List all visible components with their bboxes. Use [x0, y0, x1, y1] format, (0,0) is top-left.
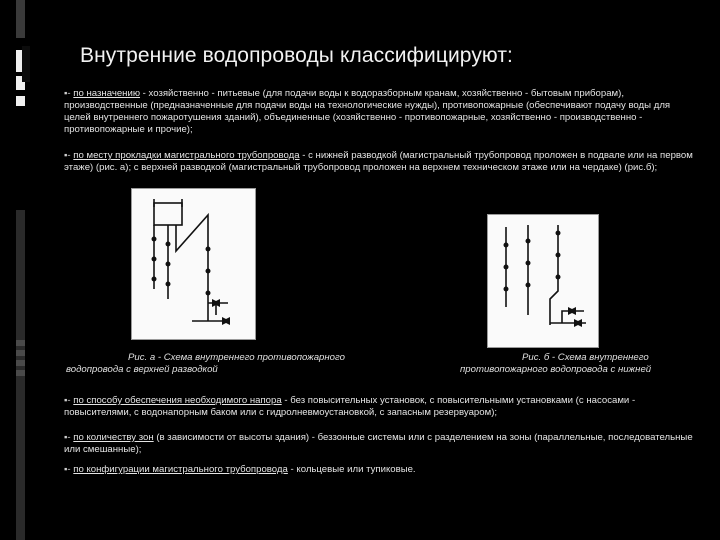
- item-term: по количеству зон: [73, 432, 154, 443]
- item-text: - хозяйственно - питьевые (для подачи воды к водоразборным кранам, хозяйственно - бытовым приборам), производственные (предназначенные для подачи воды на технологические нужды), противопожарные (обеспечивают подачу воды для целей внутреннего пожаротушения зданий), объединенные (хозяйственно - противопожарные, хозяйственно - производственно - противопожарные и прочие);: [64, 88, 671, 135]
- figure-a-upper-distribution: [131, 188, 256, 340]
- figure-b-lower-distribution: [487, 214, 599, 348]
- slide-title: Внутренние водопроводы классифицируют:: [80, 44, 513, 67]
- item-zones: [64, 432, 696, 456]
- item-main-pipe-location: [64, 150, 696, 174]
- scheme-diagram-a: [132, 189, 255, 339]
- item-text: - без повысительных установок, с повысительными установками (с насосами - повысителями, с водонапорным баком или с гидролневмоустановкой, с запасным резервуаром);: [64, 395, 636, 418]
- item-configuration: [64, 464, 696, 476]
- item-text: (в зависимости от высоты здания) - беззонные системы или с разделением на зоны (параллельные, последовательные или смешанные);: [64, 432, 693, 455]
- item-purpose: [64, 88, 696, 136]
- caption-figure-b: Рис. б - Схема внутреннего противопожарного водопровода с нижней: [460, 352, 652, 375]
- bullet-marker: ▪-: [64, 395, 71, 406]
- item-term: по конфигурации магистрального трубопровода: [73, 464, 288, 475]
- bullet-marker: ▪-: [64, 88, 71, 99]
- bullet-marker: ▪-: [64, 432, 71, 443]
- scheme-diagram-b: [488, 215, 598, 347]
- bullet-marker: ▪-: [64, 464, 71, 475]
- item-pressure-method: [64, 395, 696, 419]
- decorative-side-bars: [0, 0, 48, 540]
- item-term: по месту прокладки магистрального трубопровода: [73, 150, 300, 161]
- bullet-marker: ▪-: [64, 150, 71, 161]
- caption-figure-a: Рис. а - Схема внутреннего противопожарного водопровода с верхней разводкой: [66, 352, 345, 375]
- item-text: - кольцевые или тупиковые.: [287, 464, 416, 475]
- item-text: - с нижней разводкой (магистральный трубопровод проложен в подвале или на первом этаже) (рис. а); с верхней разводкой (магистральный трубопровод проложен на верхнем техническом этаже или на чердаке) (рис.б);: [64, 150, 693, 173]
- item-term: по способу обеспечения необходимого напора: [73, 395, 282, 406]
- item-term: по назначению: [73, 88, 141, 99]
